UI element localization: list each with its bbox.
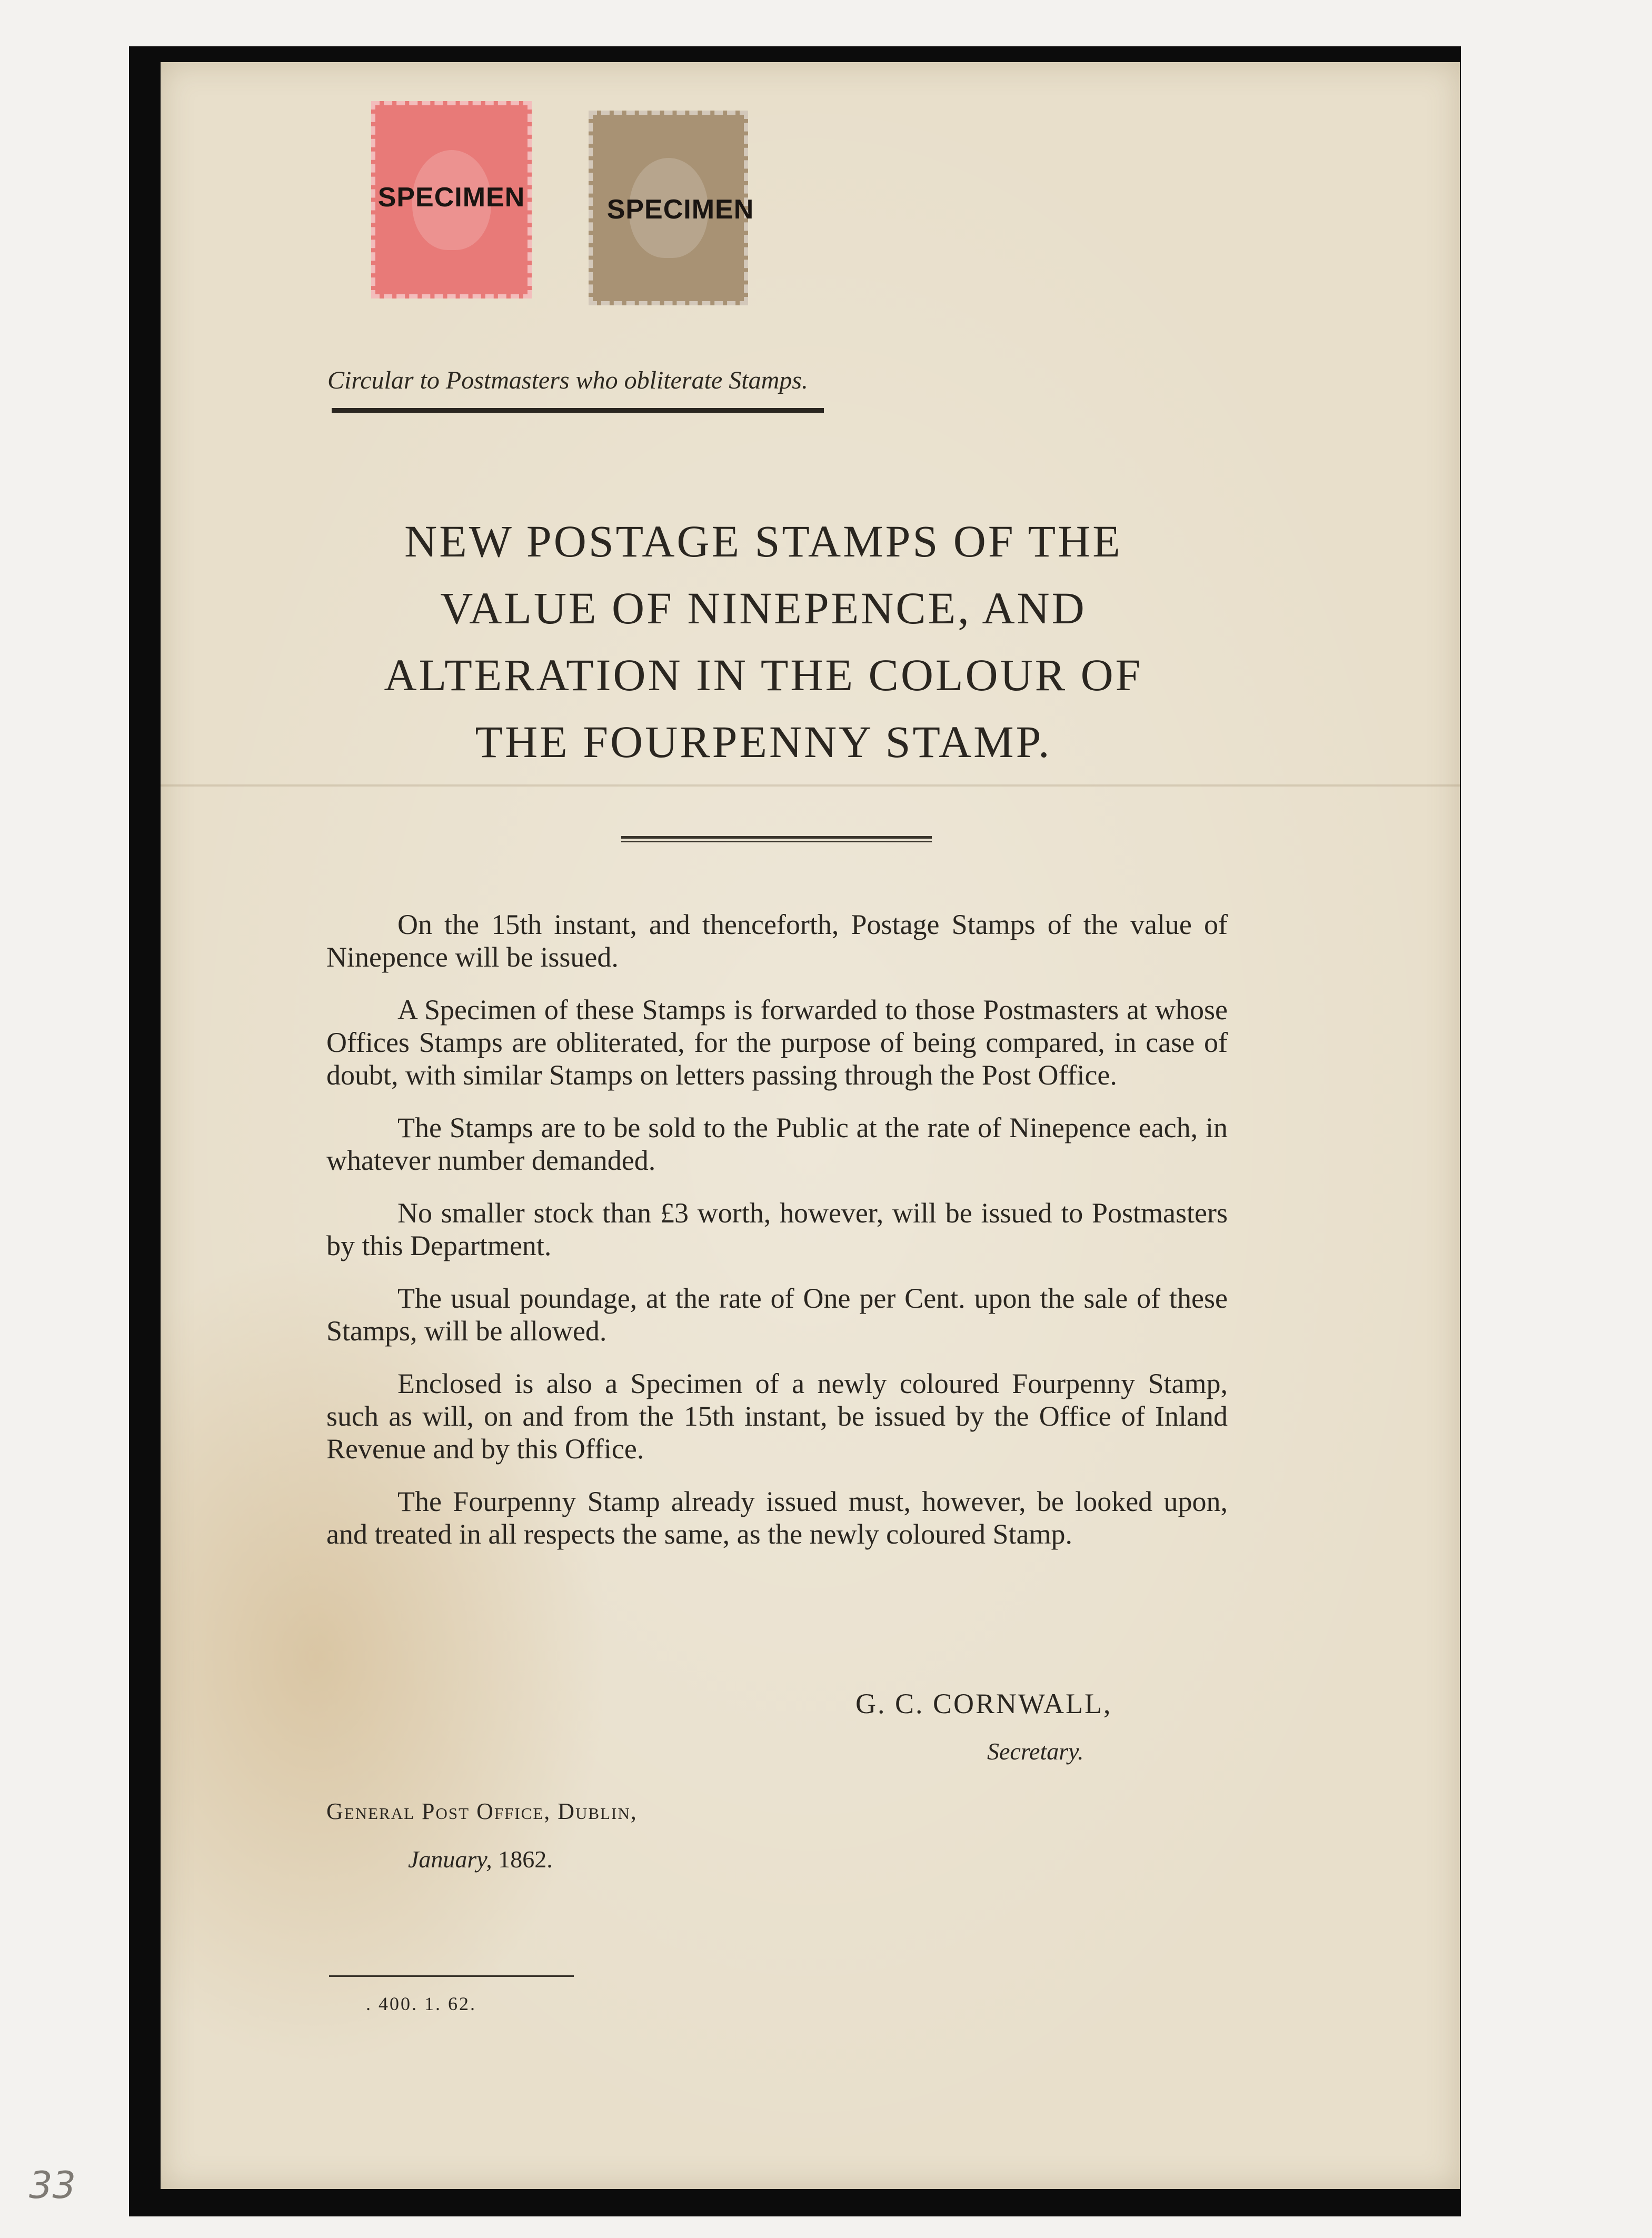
issue-month: January,	[408, 1846, 492, 1873]
title-line: THE FOURPENNY STAMP.	[475, 717, 1052, 767]
stamp-overprint: SPECIMEN	[606, 194, 754, 225]
paper-fold-line	[161, 784, 1460, 787]
title-double-rule	[621, 836, 932, 842]
title-line: NEW POSTAGE STAMPS OF THE	[404, 516, 1122, 566]
footer-rule	[329, 1975, 574, 1977]
printer-mark: . 400. 1. 62.	[366, 1993, 476, 2014]
stamp-overprint: SPECIMEN	[377, 182, 525, 213]
circular-body	[326, 908, 1228, 1570]
title-line: VALUE OF NINEPENCE, AND	[440, 583, 1087, 633]
body-paragraph: On the 15th instant, and thenceforth, Postage Stamps of the value of Ninepence will be issued.	[326, 909, 1228, 973]
body-paragraph: No smaller stock than £3 worth, however, will be issued to Postmasters by this Department.	[326, 1197, 1228, 1261]
signatory-title: Secretary.	[987, 1738, 1084, 1765]
fourpence-stamp	[371, 101, 532, 299]
body-paragraph: A Specimen of these Stamps is forwarded to those Postmasters at whose Offices Stamps are obliterated, for the purpose of being compared, in case of doubt, with similar Stamps on letters passing through the Post Office.	[326, 994, 1228, 1091]
body-paragraph: The usual poundage, at the rate of One per Cent. upon the sale of these Stamps, will be allowed.	[326, 1282, 1228, 1347]
signatory-name: G. C. CORNWALL,	[855, 1688, 1112, 1719]
pencil-page-number: 33	[29, 2164, 76, 2207]
body-paragraph: The Stamps are to be sold to the Public at the rate of Ninepence each, in whatever number demanded.	[326, 1112, 1228, 1176]
issue-year: 1862.	[498, 1846, 553, 1873]
office-address: General Post Office, Dublin,	[326, 1798, 638, 1824]
circular-heading: Circular to Postmasters who obliterate Stamps.	[327, 366, 808, 394]
ninepence-stamp	[589, 111, 754, 305]
body-paragraph: The Fourpenny Stamp already issued must, however, be looked upon, and treated in all respects the same, as the newly coloured Stamp.	[326, 1486, 1228, 1550]
issue-date	[408, 1845, 553, 1873]
document-title	[295, 508, 1232, 775]
title-line: ALTERATION IN THE COLOUR OF	[384, 650, 1143, 700]
body-paragraph: Enclosed is also a Specimen of a newly coloured Fourpenny Stamp, such as will, on and from the 15th instant, be issued by the Office of Inland Revenue and by this Office.	[326, 1368, 1228, 1465]
heading-rule	[332, 408, 824, 413]
